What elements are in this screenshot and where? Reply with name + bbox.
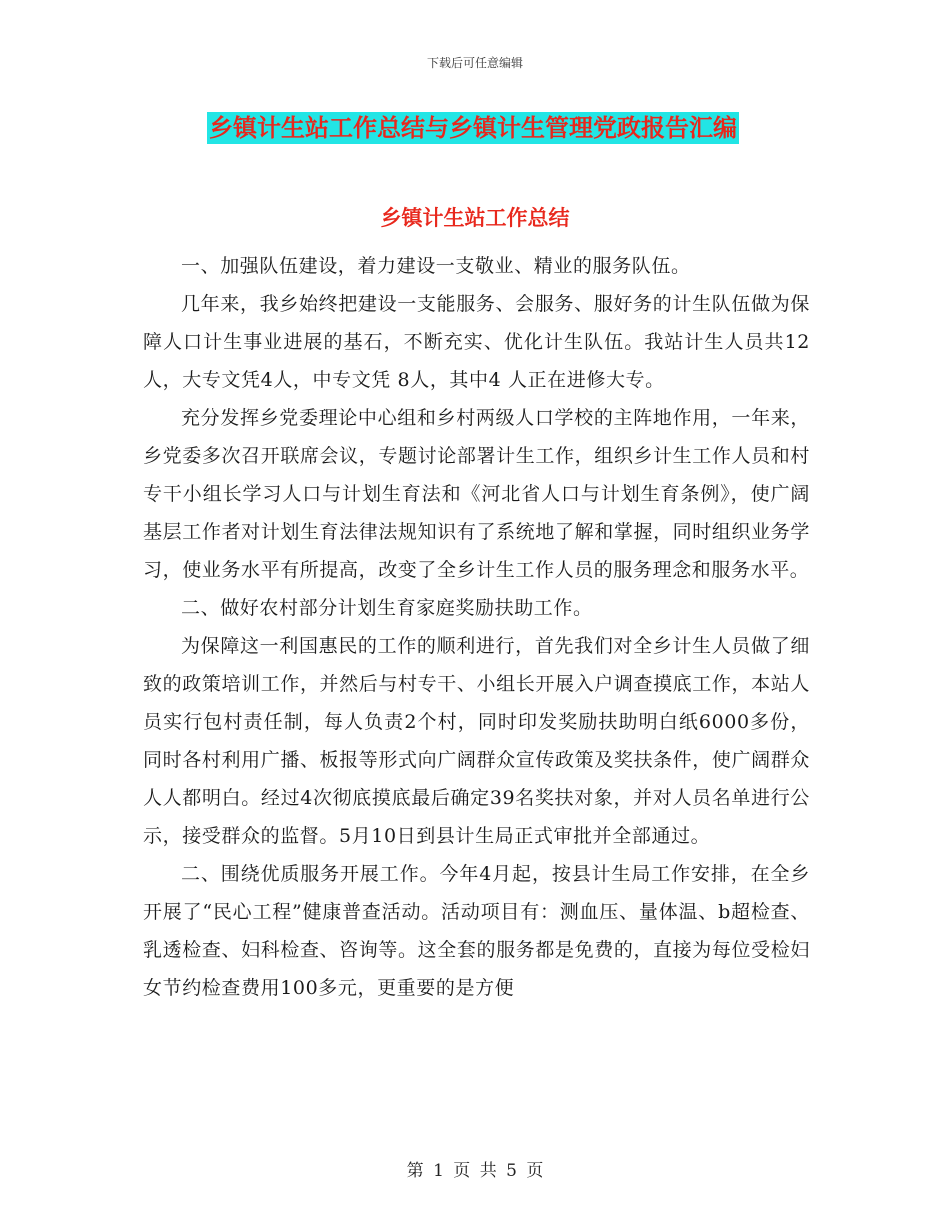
paragraph: 二、做好农村部分计划生育家庭奖励扶助工作。 (181, 597, 593, 619)
body-text (143, 247, 810, 1007)
paragraph: 几年来，我乡始终把建设一支能服务、会服务、服好务的计生队伍做为保障人口计生事业进展的基石，不断充实、优化计生队伍。我站计生人员共12人，大专文凭4人，中专文凭 8人，其中4 人正在进修大专。 (143, 293, 810, 391)
paragraph: 二、围绕优质服务开展工作。今年4月起，按县计生局工作安排，在全乡开展了“民心工程”健康普查活动。活动项目有：测血压、量体温、b超检查、乳透检查、妇科检查、咨询等。这全套的服务都是免费的，直接为每位受检妇女节约检查费用100多元，更重要的是方便 (143, 863, 810, 999)
section-title: 乡镇计生站工作总结 (380, 206, 570, 230)
paragraph: 为保障这一利国惠民的工作的顺利进行，首先我们对全乡计生人员做了细致的政策培训工作，并然后与村专干、小组长开展入户调查摸底工作，本站人员实行包村责任制，每人负责2个村，同时印发奖励扶助明白纸6000多份，同时各村利用广播、板报等形式向广阔群众宣传政策及奖扶条件，使广阔群众人人都明白。经过4次彻底摸底最后确定39名奖扶对象，并对人员名单进行公示，接受群众的监督。5月10日到县计生局正式审批并全部通过。 (143, 635, 810, 847)
page-footer: 第 1 页 共 5 页 (406, 1161, 544, 1181)
document-title: 乡镇计生站工作总结与乡镇计生管理党政报告汇编 (209, 114, 737, 142)
paragraph: 一、加强队伍建设，着力建设一支敬业、精业的服务队伍。 (181, 255, 691, 277)
paragraph: 充分发挥乡党委理论中心组和乡村两级人口学校的主阵地作用，一年来，乡党委多次召开联席会议，专题讨论部署计生工作，组织乡计生工作人员和村专干小组长学习人口与计划生育法和《河北省人口与计划生育条例》，使广阔基层工作者对计划生育法律法规知识有了系统地了解和掌握，同时组织业务学习，使业务水平有所提高，改变了全乡计生工作人员的服务理念和服务水平。 (143, 407, 810, 581)
header-note: 下载后可任意编辑 (426, 56, 523, 70)
